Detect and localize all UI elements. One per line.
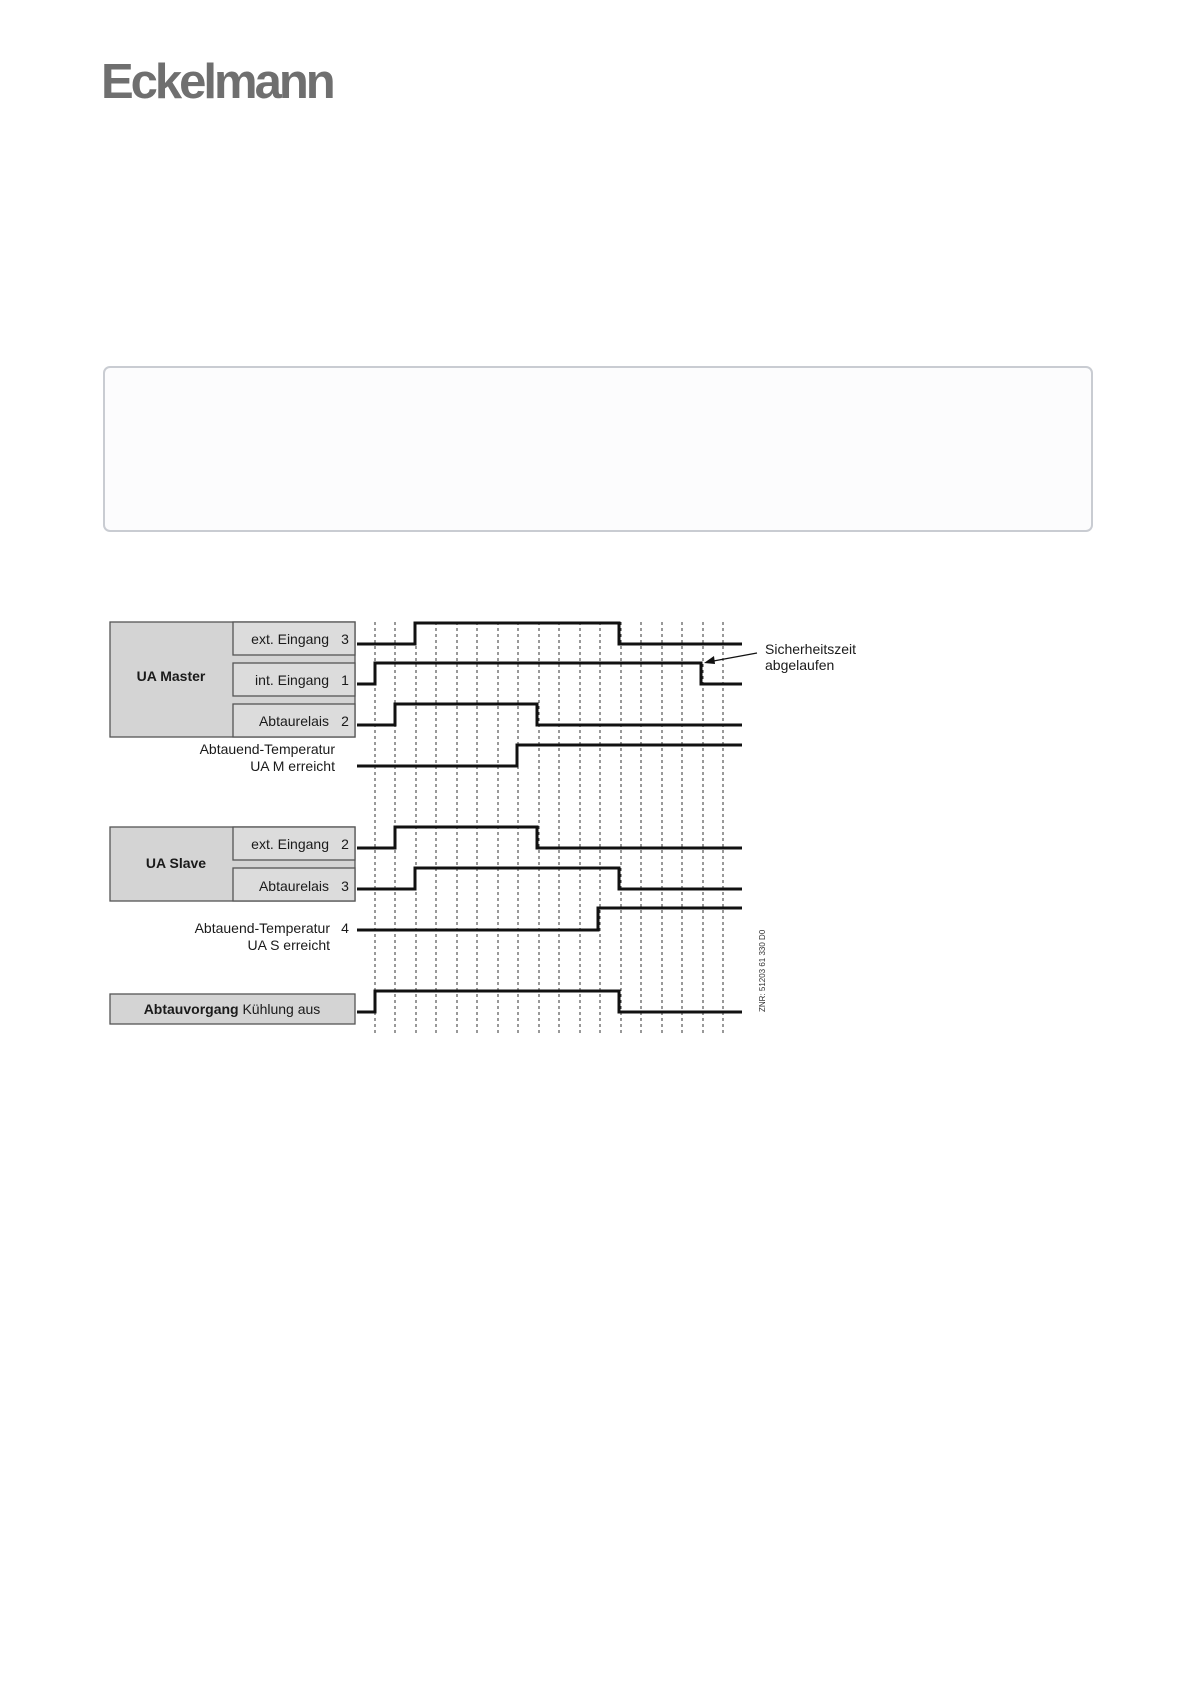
slave-temp-line1: Abtauend-Temperatur — [194, 920, 330, 936]
master-ch1-num: 3 — [341, 631, 349, 647]
master-ch3-label: Abtaurelais — [258, 713, 329, 729]
eckelmann-logo: Eckelmann — [101, 55, 333, 109]
master-block — [110, 622, 355, 737]
master-temp-waveform — [357, 745, 742, 766]
slave-abtaurelais-waveform — [357, 868, 742, 889]
slave-temp-num: 4 — [341, 920, 349, 936]
defrost-label — [144, 1001, 321, 1017]
slave-group-label: UA Slave — [145, 855, 207, 871]
drawing-id: ZNR: 51203 61 330 D0 — [758, 929, 767, 1012]
master-abtaurelais-waveform — [357, 704, 742, 725]
defrost-label-bold: Abtauvorgang — [143, 1001, 239, 1017]
master-int-eingang-waveform — [357, 663, 742, 684]
master-ext-eingang-waveform — [357, 623, 742, 644]
slave-ch2-label: Abtaurelais — [258, 878, 329, 894]
slave-temp-line2: UA S erreicht — [247, 937, 330, 953]
slave-ch1-label: ext. Eingang — [251, 836, 329, 852]
master-ch1-label: ext. Eingang — [251, 631, 329, 647]
master-ch2-num: 1 — [341, 672, 349, 688]
master-ch3-num: 2 — [341, 713, 349, 729]
slave-block — [110, 827, 355, 901]
defrost-label-normal: Kühlung aus — [238, 1001, 321, 1017]
master-ch2-label: int. Eingang — [255, 672, 329, 688]
master-group-label: UA Master — [136, 668, 206, 684]
annotation-line1: Sicherheitszeit — [765, 641, 857, 657]
slave-ext-eingang-waveform — [357, 827, 742, 848]
slave-temp-waveform — [357, 908, 742, 930]
annotation-line2: abgelaufen — [765, 657, 835, 673]
slave-ch2-num: 3 — [341, 878, 349, 894]
slave-ch1-num: 2 — [341, 836, 349, 852]
master-temp-line2: UA M erreicht — [250, 758, 335, 774]
defrost-waveform — [357, 991, 742, 1012]
safety-time-annotation — [704, 641, 856, 673]
defrost-block — [110, 994, 355, 1024]
master-temp-line1: Abtauend-Temperatur — [199, 741, 335, 757]
